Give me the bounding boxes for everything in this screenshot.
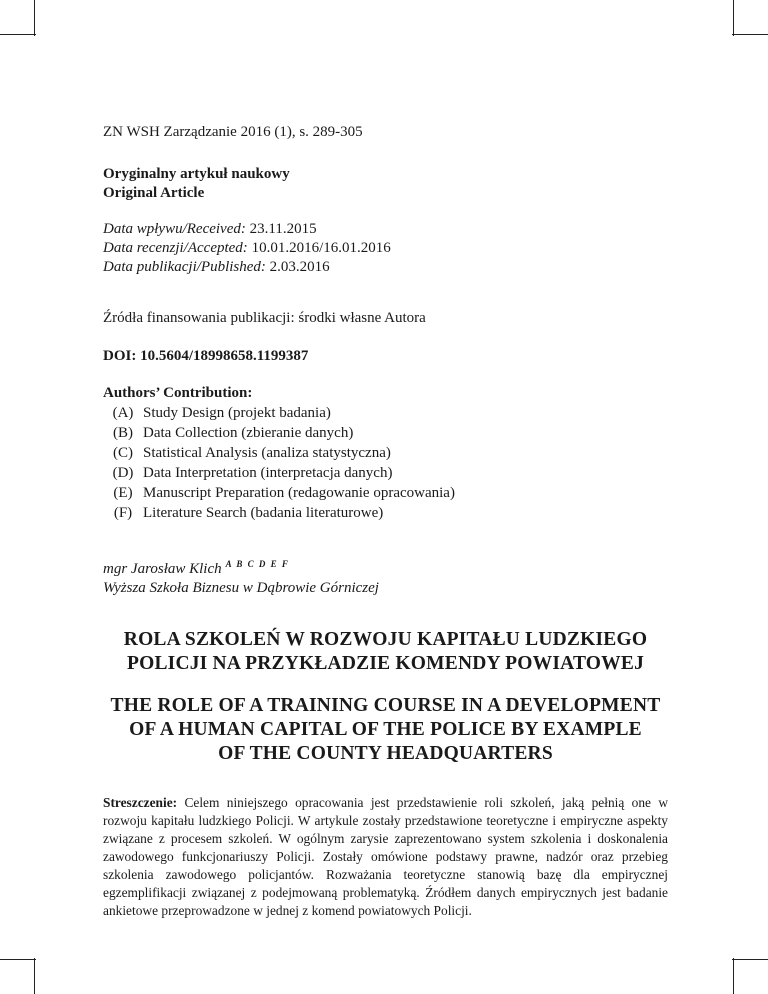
crop-mark-top-right-vertical [733,0,734,36]
date-accepted: Data recenzji/Accepted: 10.01.2016/16.01.2016 [103,240,391,256]
title-polish: ROLA SZKOLEŃ W ROZWOJU KAPITAŁU LUDZKIEGO POLICJI NA PRZYKŁADZIE KOMENDY POWIATOWEJ [123,629,648,674]
crop-mark-bottom-right-vertical [733,958,734,994]
crop-mark-top-right-horizontal [732,34,768,35]
doi[interactable]: DOI: 10.5604/18998658.1199387 [103,348,309,364]
abstract-text: Celem niniejszego opracowania jest przedstawienie roli szkoleń, jaką pełnią one w rozwoju kapitału ludzkiego Policji. W artykule zostały przedstawione teoretyczne i empiryczne aspekty związane z procesem szkoleń. W ogólnym zarysie zaprezentowano system szkolenia i doskonalenia zawodowego funkcjonariuszy Policji. Zostały omówione podstawy prawne, nadzór oraz przebieg szkolenia zawodowego policjantów. Rozważania teoretyczne stanowią bazę dla empirycznej egzemplifikacji związanej z podejmowaną problematyką. Źródłem danych empirycznych jest badanie ankietowe przeprowadzone w jednej z komend powiatowych Policji. [103,795,668,918]
title-english: THE ROLE OF A TRAINING COURSE IN A DEVELOPMENT OF A HUMAN CAPITAL OF THE POLICE BY EXAMPLE OF THE COUNTY HEADQUARTERS [110,695,661,764]
dates-block [103,220,391,277]
contribution-item: (A) Study Design (projekt badania) [112,405,331,421]
crop-mark-top-left-horizontal [0,34,36,35]
contribution-item: (D) Data Interpretation (interpretacja danych) [112,465,393,481]
author-roles: A B C D E F [225,559,290,569]
abstract-label: Streszczenie: [103,795,178,810]
crop-mark-top-left-vertical [34,0,35,36]
article-type-en: Original Article [103,185,205,201]
contribution-item: (B) Data Collection (zbieranie danych) [113,425,354,441]
author-affiliation: Wyższa Szkoła Biznesu w Dąbrowie Górniczej [103,580,379,596]
funding-source: Źródła finansowania publikacji: środki własne Autora [103,310,426,326]
contribution-list [103,403,455,523]
contribution-item: (F) Literature Search (badania literaturowe) [113,505,384,521]
contribution-item: (E) Manuscript Preparation (redagowanie opracowania) [113,485,455,501]
article-type-pl: Oryginalny artykuł naukowy [103,166,290,182]
date-received: Data wpływu/Received: 23.11.2015 [103,221,317,237]
article-type [103,165,290,203]
crop-mark-bottom-left-vertical [34,958,35,994]
journal-citation: ZN WSH Zarządzanie 2016 (1), s. 289-305 [103,124,363,140]
author-block [103,555,379,598]
author-name-line: mgr Jarosław Klich $^{A B C D E F}$ [103,559,290,577]
contribution-heading: Authors’ Contribution: [103,385,253,401]
contribution-item: (C) Statistical Analysis (analiza statystyczna) [113,445,391,461]
abstract [103,794,668,920]
crop-mark-bottom-left-horizontal [0,959,36,960]
date-published: Data publikacji/Published: 2.03.2016 [103,259,330,275]
crop-mark-bottom-right-horizontal [732,959,768,960]
